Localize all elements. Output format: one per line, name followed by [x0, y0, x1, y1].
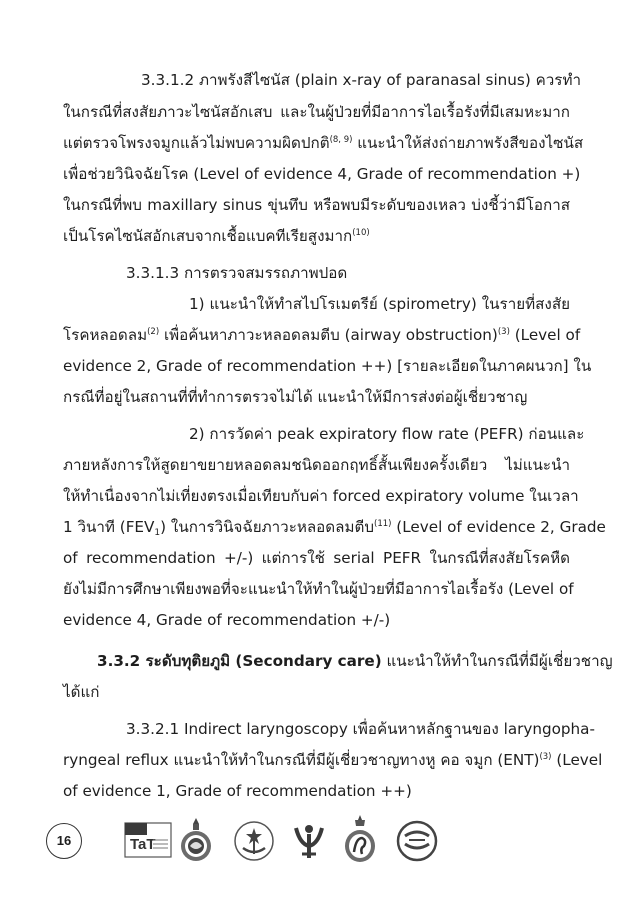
text-line: ในกรณีที่พบ maxillary sinus ขุ่นทึบ หรือพบมีระดับของเหลว บ่งชี้ว่ามีโอกาส — [63, 196, 570, 214]
text-segment: เป็นโรคไซนัสอักเสบจากเชื้อแบคทีเรียสูงมาก — [63, 227, 353, 245]
text-segment: แนะนำให้ทำในกรณีที่มีผู้เชี่ยวชาญ — [381, 652, 613, 670]
text-segment: 1 วินาที (FEV — [63, 518, 155, 536]
text-line: ให้ทำเนื่องจากไม่เที่ยงตรงเมื่อเทียบกับค่า forced expiratory volume ในเวลา — [63, 487, 579, 505]
text-line — [63, 750, 603, 770]
citation-superscript: (3) — [497, 327, 510, 337]
text-line: evidence 2, Grade of recommendation ++) [รายละเอียดในภาคผนวก] ใน — [63, 357, 592, 375]
text-line: ในกรณีที่สงสัยภาวะไซนัสอักเสบ และในผู้ป่วยที่มีอาการไอเรื้อรังที่มีเสมหะมาก — [63, 103, 570, 121]
page-number: 16 — [46, 823, 82, 859]
tat-logo — [124, 822, 172, 858]
text-line: 3.3.1.2 ภาพรังสีไซนัส (plain x-ray of paranasal sinus) ควรทำ — [141, 71, 581, 89]
text-segment: ryngeal reflux แนะนำให้ทำในกรณีที่มีผู้เชี่ยวชาญทางหู คอ จมูก (ENT) — [63, 751, 540, 769]
text-line: of evidence 1, Grade of recommendation ++) — [63, 782, 412, 800]
text-segment: (Level of evidence 2, Grade — [391, 518, 606, 536]
text-line: 2) การวัดค่า peak expiratory flow rate (PEFR) ก่อนและ — [189, 425, 585, 443]
citation-superscript: (10) — [352, 228, 370, 238]
text-line: of recommendation +/-) แต่การใช้ serial PEFR ในกรณีที่สงสัยโรคหืด — [63, 549, 570, 567]
tat-logo-text: TaT — [130, 836, 156, 853]
text-line: 1) แนะนำให้ทำสไปโรเมตรีย์ (spirometry) ในรายที่สงสัย — [189, 295, 570, 313]
text-line — [97, 651, 613, 671]
text-line — [63, 133, 584, 153]
text-line — [63, 517, 606, 538]
text-line: ยังไม่มีการศึกษาเพียงพอที่จะแนะนำให้ทำในผู้ป่วยที่มีอาการไอเรื้อรัง (Level of — [63, 580, 574, 598]
page-footer — [0, 808, 638, 868]
citation-superscript: (8, 9) — [329, 135, 353, 145]
text-line — [63, 325, 581, 345]
text-line: 3.3.2.1 Indirect laryngoscopy เพื่อค้นหาหลักฐานของ laryngopha- — [126, 720, 595, 738]
text-line: เพื่อช่วยวินิจฉัยโรค (Level of evidence 4, Grade of recommendation +) — [63, 165, 581, 183]
text-segment: (Level of — [509, 326, 581, 344]
royal-college-seal-logo — [342, 814, 378, 864]
university-seal-logo — [178, 816, 214, 864]
subscript: 1 — [154, 528, 161, 538]
medical-emblem-logo — [233, 820, 275, 862]
text-segment: (Level — [551, 751, 603, 769]
ministry-emblem-logo — [396, 820, 438, 862]
text-line: กรณีที่อยู่ในสถานที่ที่ทำการตรวจไม่ได้ แนะนำให้มีการส่งต่อผู้เชี่ยวชาญ — [63, 388, 528, 406]
text-line: ภายหลังการให้สูดยาขยายหลอดลมชนิดออกฤทธิ์สั้นเพียงครั้งเดียว ไม่แนะนำ — [63, 456, 570, 474]
text-segment: แนะนำให้ส่งถ่ายภาพรังสีของไซนัส — [352, 134, 584, 152]
citation-superscript: (11) — [374, 519, 392, 529]
thoracic-society-logo — [288, 820, 330, 862]
text-line: evidence 4, Grade of recommendation +/-) — [63, 611, 391, 629]
citation-superscript: (2) — [147, 327, 160, 337]
text-segment: แต่ตรวจโพรงจมูกแล้วไม่พบความผิดปกติ — [63, 134, 330, 152]
text-segment: ) ในการวินิจฉัยภาวะหลอดลมตีบ — [160, 518, 374, 536]
text-segment: 3.3.2 ระดับทุติยภูมิ (Secondary care) — [97, 652, 382, 670]
citation-superscript: (3) — [539, 752, 552, 762]
text-line: ได้แก่ — [63, 683, 100, 701]
text-line: 3.3.1.3 การตรวจสมรรถภาพปอด — [126, 264, 348, 282]
text-line — [63, 226, 570, 246]
text-segment: โรคหลอดลม — [63, 326, 148, 344]
text-segment: เพื่อค้นหาภาวะหลอดลมตีบ (airway obstruction) — [159, 326, 498, 344]
